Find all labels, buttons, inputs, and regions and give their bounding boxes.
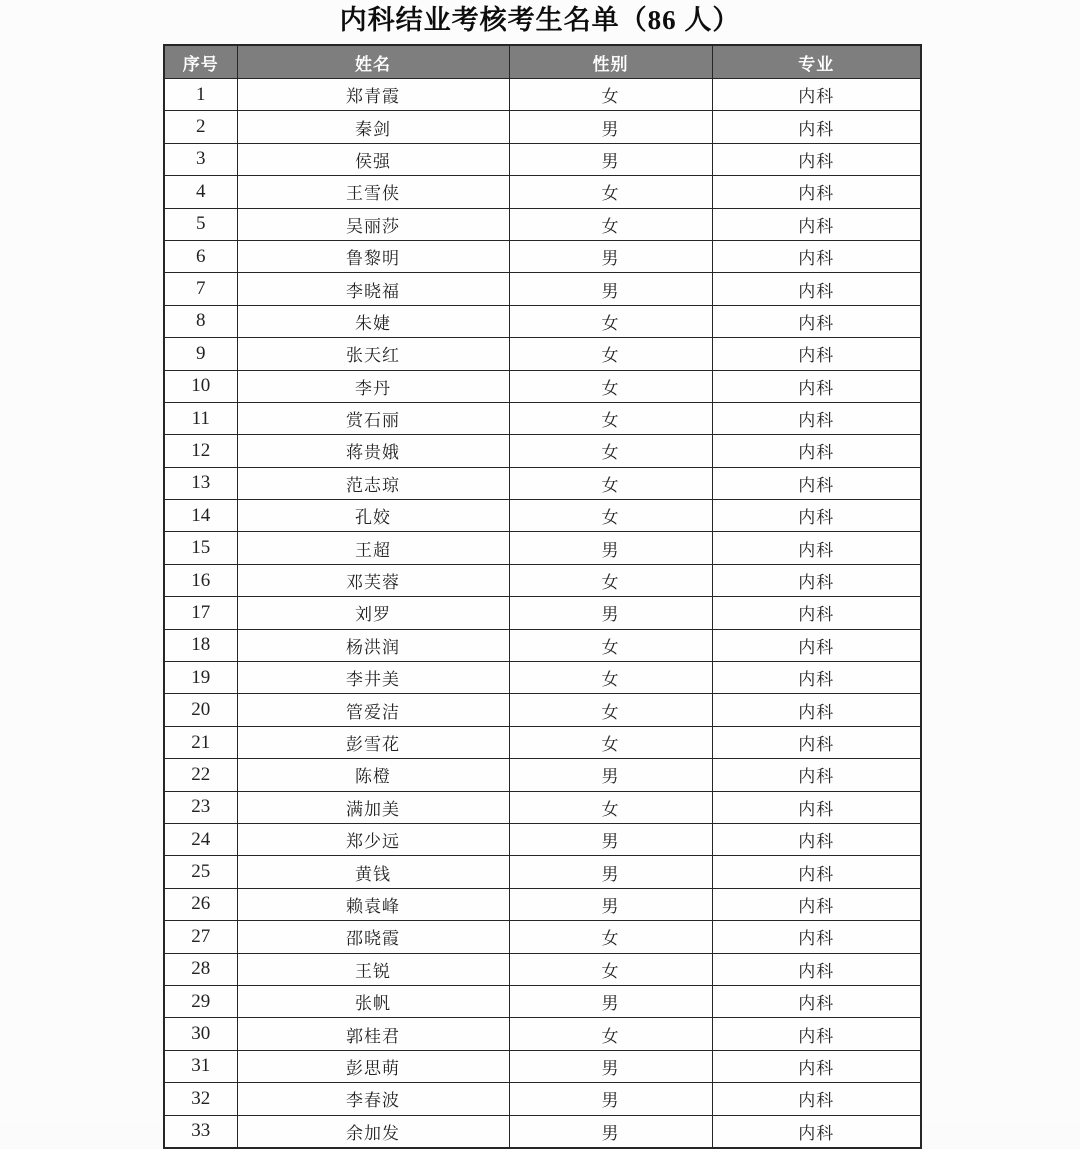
cell-name: 李晓福: [237, 273, 509, 305]
cell-index: 12: [164, 435, 237, 467]
cell-major: 内科: [712, 1050, 921, 1082]
cell-major: 内科: [712, 273, 921, 305]
cell-name: 秦剑: [237, 111, 509, 143]
table-row: [164, 111, 921, 143]
table-row: [164, 1083, 921, 1115]
cell-gender: 男: [509, 143, 712, 175]
header-row: [164, 45, 921, 79]
cell-gender: 女: [509, 500, 712, 532]
cell-gender: 女: [509, 338, 712, 370]
table-row: [164, 402, 921, 434]
cell-index: 9: [164, 338, 237, 370]
cell-index: 17: [164, 597, 237, 629]
cell-major: 内科: [712, 564, 921, 596]
cell-index: 5: [164, 208, 237, 240]
cell-name: 赏石丽: [237, 402, 509, 434]
cell-name: 杨洪润: [237, 629, 509, 661]
cell-major: 内科: [712, 921, 921, 953]
table-row: [164, 143, 921, 175]
cell-major: 内科: [712, 208, 921, 240]
table-row: [164, 888, 921, 920]
cell-name: 郭桂君: [237, 1018, 509, 1050]
cell-major: 内科: [712, 856, 921, 888]
cell-name: 范志琼: [237, 467, 509, 499]
cell-gender: 男: [509, 856, 712, 888]
cell-name: 蒋贵娥: [237, 435, 509, 467]
cell-index: 33: [164, 1115, 237, 1148]
table-row: [164, 629, 921, 661]
cell-name: 吴丽莎: [237, 208, 509, 240]
cell-major: 内科: [712, 402, 921, 434]
cell-major: 内科: [712, 338, 921, 370]
cell-major: 内科: [712, 467, 921, 499]
cell-gender: 女: [509, 629, 712, 661]
cell-major: 内科: [712, 953, 921, 985]
cell-major: 内科: [712, 985, 921, 1017]
table-row: [164, 823, 921, 855]
cell-name: 李丹: [237, 370, 509, 402]
cell-index: 24: [164, 823, 237, 855]
cell-name: 赖袁峰: [237, 888, 509, 920]
cell-gender: 男: [509, 240, 712, 272]
table-row: [164, 435, 921, 467]
cell-name: 刘罗: [237, 597, 509, 629]
table-row: [164, 338, 921, 370]
table-row: [164, 1050, 921, 1082]
table-row: [164, 921, 921, 953]
cell-gender: 女: [509, 694, 712, 726]
cell-major: 内科: [712, 1018, 921, 1050]
table-body: [164, 79, 921, 1148]
cell-gender: 女: [509, 662, 712, 694]
cell-gender: 男: [509, 888, 712, 920]
cell-major: 内科: [712, 629, 921, 661]
cell-gender: 女: [509, 79, 712, 111]
cell-major: 内科: [712, 305, 921, 337]
cell-index: 22: [164, 759, 237, 791]
cell-gender: 女: [509, 564, 712, 596]
cell-gender: 女: [509, 467, 712, 499]
table-row: [164, 694, 921, 726]
cell-gender: 男: [509, 532, 712, 564]
cell-gender: 男: [509, 759, 712, 791]
table-row: [164, 240, 921, 272]
candidate-table: [163, 44, 922, 1149]
cell-gender: 女: [509, 953, 712, 985]
cell-gender: 女: [509, 305, 712, 337]
cell-gender: 女: [509, 791, 712, 823]
cell-major: 内科: [712, 176, 921, 208]
cell-major: 内科: [712, 435, 921, 467]
cell-gender: 男: [509, 1115, 712, 1148]
cell-gender: 女: [509, 435, 712, 467]
cell-gender: 女: [509, 176, 712, 208]
cell-index: 6: [164, 240, 237, 272]
column-header-major: 专业: [712, 45, 921, 79]
cell-name: 邵晓霞: [237, 921, 509, 953]
cell-name: 管爱洁: [237, 694, 509, 726]
cell-gender: 男: [509, 823, 712, 855]
cell-index: 10: [164, 370, 237, 402]
table-row: [164, 305, 921, 337]
cell-major: 内科: [712, 500, 921, 532]
cell-index: 31: [164, 1050, 237, 1082]
cell-name: 鲁黎明: [237, 240, 509, 272]
cell-gender: 男: [509, 111, 712, 143]
column-header-index: 序号: [164, 45, 237, 79]
cell-gender: 男: [509, 597, 712, 629]
table-row: [164, 79, 921, 111]
table-row: [164, 564, 921, 596]
cell-name: 李春波: [237, 1083, 509, 1115]
cell-name: 邓芙蓉: [237, 564, 509, 596]
table-row: [164, 597, 921, 629]
cell-gender: 男: [509, 985, 712, 1017]
cell-major: 内科: [712, 370, 921, 402]
cell-index: 20: [164, 694, 237, 726]
column-header-gender: 性别: [509, 45, 712, 79]
cell-gender: 女: [509, 921, 712, 953]
cell-gender: 女: [509, 370, 712, 402]
cell-gender: 女: [509, 726, 712, 758]
cell-major: 内科: [712, 143, 921, 175]
cell-name: 王锐: [237, 953, 509, 985]
cell-name: 郑少远: [237, 823, 509, 855]
cell-index: 18: [164, 629, 237, 661]
cell-gender: 女: [509, 1018, 712, 1050]
cell-major: 内科: [712, 694, 921, 726]
cell-index: 3: [164, 143, 237, 175]
cell-major: 内科: [712, 1115, 921, 1148]
cell-index: 32: [164, 1083, 237, 1115]
table-row: [164, 662, 921, 694]
cell-index: 30: [164, 1018, 237, 1050]
cell-name: 彭雪花: [237, 726, 509, 758]
cell-index: 21: [164, 726, 237, 758]
cell-name: 余加发: [237, 1115, 509, 1148]
page-title: 内科结业考核考生名单（86 人）: [339, 5, 741, 35]
table-row: [164, 1018, 921, 1050]
table-row: [164, 467, 921, 499]
table-row: [164, 176, 921, 208]
cell-gender: 女: [509, 402, 712, 434]
cell-gender: 男: [509, 1083, 712, 1115]
cell-index: 26: [164, 888, 237, 920]
cell-major: 内科: [712, 240, 921, 272]
cell-index: 2: [164, 111, 237, 143]
table-row: [164, 791, 921, 823]
table-row: [164, 856, 921, 888]
cell-index: 8: [164, 305, 237, 337]
cell-name: 郑青霞: [237, 79, 509, 111]
cell-name: 王超: [237, 532, 509, 564]
table-row: [164, 500, 921, 532]
table-header: [164, 45, 921, 79]
table-row: [164, 726, 921, 758]
cell-major: 内科: [712, 823, 921, 855]
cell-index: 25: [164, 856, 237, 888]
cell-index: 11: [164, 402, 237, 434]
table-row: [164, 273, 921, 305]
cell-index: 28: [164, 953, 237, 985]
cell-major: 内科: [712, 726, 921, 758]
cell-name: 侯强: [237, 143, 509, 175]
cell-name: 张帆: [237, 985, 509, 1017]
cell-index: 19: [164, 662, 237, 694]
cell-major: 内科: [712, 791, 921, 823]
cell-major: 内科: [712, 759, 921, 791]
cell-index: 14: [164, 500, 237, 532]
cell-name: 黄钱: [237, 856, 509, 888]
cell-major: 内科: [712, 1083, 921, 1115]
cell-major: 内科: [712, 79, 921, 111]
cell-name: 王雪侠: [237, 176, 509, 208]
cell-index: 13: [164, 467, 237, 499]
table-row: [164, 1115, 921, 1148]
table-row: [164, 985, 921, 1017]
cell-name: 彭思萌: [237, 1050, 509, 1082]
cell-name: 李井美: [237, 662, 509, 694]
table-row: [164, 759, 921, 791]
cell-index: 23: [164, 791, 237, 823]
cell-index: 1: [164, 79, 237, 111]
cell-major: 内科: [712, 111, 921, 143]
table-row: [164, 370, 921, 402]
cell-major: 内科: [712, 888, 921, 920]
cell-index: 29: [164, 985, 237, 1017]
cell-index: 7: [164, 273, 237, 305]
column-header-name: 姓名: [237, 45, 509, 79]
cell-index: 27: [164, 921, 237, 953]
cell-name: 朱婕: [237, 305, 509, 337]
cell-index: 15: [164, 532, 237, 564]
cell-gender: 男: [509, 1050, 712, 1082]
cell-name: 满加美: [237, 791, 509, 823]
cell-name: 张天红: [237, 338, 509, 370]
cell-gender: 男: [509, 273, 712, 305]
cell-index: 4: [164, 176, 237, 208]
cell-major: 内科: [712, 662, 921, 694]
cell-name: 陈橙: [237, 759, 509, 791]
cell-major: 内科: [712, 597, 921, 629]
cell-major: 内科: [712, 532, 921, 564]
table-row: [164, 532, 921, 564]
cell-name: 孔姣: [237, 500, 509, 532]
table-row: [164, 208, 921, 240]
cell-gender: 女: [509, 208, 712, 240]
cell-index: 16: [164, 564, 237, 596]
table-row: [164, 953, 921, 985]
